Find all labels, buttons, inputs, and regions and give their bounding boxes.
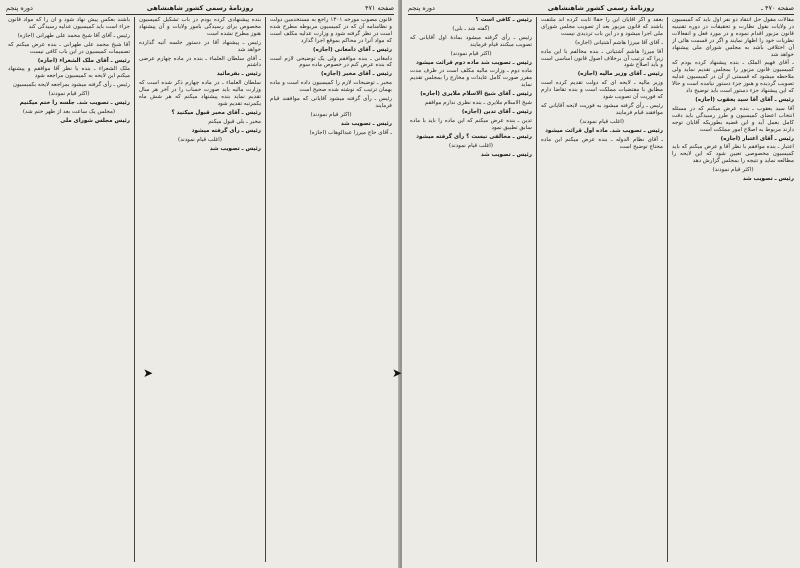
paragraph: شیخ الاسلام ملایری ـ بنده نظری ندارم موافقم: [424, 100, 532, 107]
paragraph: رئیس ـ آقای مخبر (اجازه): [321, 71, 392, 78]
masthead-title: روزنامهٔ رسمی کشور شاهنشاهی: [547, 4, 655, 12]
paragraph: (اکثر قیام نمودند): [310, 111, 352, 118]
paragraph: ـ آقای سلطان العلماء ـ بنده در ماده چهارم عرضی داشتم: [139, 55, 261, 69]
paragraph: ـ آقای فهیم الملک ـ بنده پیشنهاد کرده بودم که کمیسیون قانون مزبور را بمجلس تقدیم نماید ولی ملاحظه میشود که قسمتی از آن در کمیسیون عدلیه تصویب گردیده و هنوز جزء دستور نیامده است و حالا که این پیشنهاد جزء دستور است باید توضیح داد: [672, 60, 794, 95]
paragraph: وزیر مالیه ـ لایحه ای که دولت تقدیم کرده است مطابق با مقتضیات مملکت است و بنده تقاضا دارم که فوریت آن تصویب شود: [541, 80, 663, 101]
paragraph: (گفته شد ـ بلی): [452, 25, 490, 32]
paragraph: رئیس ـ آقای وزیر مالیه (اجازه): [577, 71, 663, 78]
paragraph: رئیس ـ تصویب شد: [209, 145, 261, 152]
paragraph: دامغانی ـ بنده موافقم ولی یک توضیحی لازم است که بنده عرض کنم در خصوص ماده سوم: [270, 55, 392, 69]
paragraph: رئیس ـ رأی گرفته میشود آقایانی که موافقند قیام فرمایند: [270, 96, 392, 109]
paragraph: رئیس ـ آقای تدین (اجازه): [461, 108, 532, 115]
left-page-column-2: [139, 17, 261, 562]
page-number: صفحه ۴۷۰ ـ: [760, 4, 794, 12]
paragraph: رئیس ـ کافی است ؟: [475, 17, 532, 23]
paragraph: ـ آقای آقا میرزا هاشم آشتیانی (اجازه): [575, 39, 663, 46]
paragraph: رئیس ـ پیشنهاد آقا در دستور جلسه آتیه گذارده خواهد شد: [139, 39, 261, 53]
paragraph: (اکثر قیام نمودند): [712, 167, 754, 174]
right-page-header: [408, 2, 794, 15]
paragraph: رئیس ـ آقای آقا سید یعقوب (اجازه): [695, 96, 794, 103]
paragraph: بنده پیشنهادی کرده بودم در باب تشکیل کمیسیون مخصوص برای رسیدگی بامور ولایات و آن پیشنهاد هنوز مطرح نشده است: [139, 17, 261, 37]
paragraph: بعقد و اگر آقایان این را حقاًاً ثابت کرده اند ملتفت باشند که قانون مزبور بعد از تصویب مجلس شورای ملی اجرا میشود و در این باب تردیدی نیست: [541, 17, 663, 37]
right-page-column-1: [672, 17, 794, 562]
paragraph: آقا میرزا هاشم آشتیانی ـ بنده مخالفم با این ماده زیرا که ترتیب آن برخلاف اصول قانون اساسی است و باید اصلاح شود: [541, 48, 663, 69]
paragraph: (اکثر قیام نمودند): [48, 91, 90, 98]
margin-arrow-icon: ➤: [392, 366, 403, 380]
paragraph: ملک الشعراء ـ بنده با نظر آقا موافقم و پیشنهاد میکنم این لایحه به کمیسیون مراجعه شود: [8, 66, 130, 80]
paragraph: آقا سید یعقوب ـ بنده عرض میکنم که در مسئله انتخاب اعضای کمیسیون و طرز رسیدگی باید دقت کامل بعمل آید و این قضیه بطوریکه آقایان توجه دارند مربوط به اصلاح امور مملکت است: [672, 105, 794, 133]
paragraph: (مجلس یک ساعت بعد از ظهر ختم شد): [22, 108, 116, 115]
paragraph: ـ آقای حاج میرزا عبدالوهاب (اجازه): [309, 129, 392, 136]
paragraph: سلطان العلماء ـ در ماده چهارم ذکر شده است که وزارت مالیه باید صورت حساب را در آخر هر سال تقدیم نماید بنده پیشنهاد میکنم که هر شش ماه یکمرتبه تقدیم شود: [139, 80, 261, 107]
paragraph: (اغلب قیام نمودند): [449, 142, 493, 149]
right-page-column-2: [541, 17, 663, 562]
paragraph: آقا شیخ محمد علی طهرانی ـ بنده عرض میکنم که تصمیمات کمیسیون در این باب کافی نیست: [8, 41, 130, 55]
session-period: دوره پنجم: [6, 4, 33, 12]
paragraph: مخبر ـ توضیحات لازم را کمیسیون داده است و ماده بهمان ترتیب که نوشته شده صحیح است: [270, 80, 392, 94]
masthead-title: روزنامهٔ رسمی کشور شاهنشاهی: [146, 4, 254, 12]
paragraph: رئیس ـ مخالفی نیست ؟ رأی گرفته میشود: [416, 133, 532, 140]
paragraph: (اکثر قیام نمودند): [450, 50, 492, 57]
paragraph: رئیس ـ تصویب شد: [480, 151, 532, 158]
paragraph: رئیس ـ بفرمائید: [216, 71, 261, 78]
paragraph: رئیس ـ تصویب شد: [340, 120, 392, 127]
paragraph: رئیس ـ آقای ملک الشعراء (اجازه): [37, 57, 130, 64]
page-number: صفحه ۴۷۱: [364, 4, 394, 12]
paragraph: مخبر ـ بلی قبول میکنم: [208, 118, 261, 125]
paragraph: رئیس ـ رأی گرفته میشود بمراجعه لایحه بکمیسیون: [12, 82, 130, 89]
paragraph: (اغلب قیام نمودند): [580, 118, 624, 125]
paragraph: اعتبار ـ بنده موافقم با نظر آقا و عرض میکنم که باید کمیسیون مخصوصی تعیین شود که این لایحه را مطالعه نماید و نتیجه را بمجلس گزارش دهد: [672, 144, 794, 165]
paragraph: رئیس ـ تصویب شد. جلسه را ختم میکنیم: [19, 100, 130, 107]
right-page-column-3: [410, 17, 532, 562]
column-rule: [134, 17, 135, 562]
column-rule: [536, 17, 537, 562]
margin-arrow-icon: ➤: [143, 366, 154, 380]
paragraph: رئیس ـ رأی گرفته میشود: [191, 127, 261, 134]
paragraph: رئیس ـ تصویب شد. ماده اول قرائت میشود: [545, 127, 663, 134]
paragraph: قانون مصوب مورخه ۱۳۰۱ راجع به مستخدمین دولت و نظامنامه آن که در کمیسیون مربوطه مطرح شده است در نظر گرفته شود و وزارت عدلیه مکلف است که مواد آنرا در محاکم بموقع اجرا گذارد: [270, 17, 392, 44]
paragraph: باشند بعکس پیش نهاد شود و آن را که مواد قانون جزاء است باید کمیسیون عدلیه رسیدگی کند: [8, 17, 130, 30]
paragraph: رئیس ـ رأی گرفته میشود به فوریت لایحه آقایانی که موافقند قیام فرمایند: [541, 102, 663, 116]
paragraph: رئیس ـ تصویب شد ماده دوم قرائت میشود: [415, 59, 532, 66]
paragraph: (اغلب قیام نمودند): [178, 136, 222, 143]
paragraph: رئیس ـ آقای دامغانی (اجازه): [313, 46, 392, 53]
paragraph: رئیس ـ آقای شیخ الاسلام ملایری (اجازه): [420, 91, 532, 98]
paragraph: رئیس ـ آقای آقا شیخ محمد علی طهرانی (اجازه): [17, 32, 130, 39]
column-rule: [265, 17, 266, 562]
paragraph: ـ آقای نظام الدوله ـ بنده عرض میکنم این ماده محتاج توضیح است: [541, 136, 663, 150]
paragraph: رئیس ـ رأی گرفته میشود بمادهٔ اول آقایانی که تصویب میکنند قیام فرمایند: [410, 34, 532, 48]
paragraph: رئیس ـ تصویب شد: [742, 176, 794, 183]
left-page-header: [6, 2, 394, 15]
right-page: [402, 0, 800, 568]
left-page-column-1: [270, 17, 392, 562]
paragraph: رئیس مجلس شورای ملی: [60, 117, 130, 124]
paragraph: رئیس ـ آقای مخبر قبول میکنید ؟: [171, 109, 261, 116]
left-page-column-3: [8, 17, 130, 562]
paragraph: تدین ـ بنده عرض میکنم که این ماده را باید با ماده سابق تطبیق نمود: [410, 117, 532, 131]
paragraph: ماده دوم ـ وزارت مالیه مکلف است در ظرف مدت مقرر صورت کامل عایدات و مخارج را بمجلس تقدیم نماید: [410, 68, 532, 89]
column-rule: [667, 17, 668, 562]
session-period: دوره پنجم: [408, 4, 435, 12]
paragraph: رئیس ـ آقای اعتبار (اجازه): [720, 135, 794, 142]
paragraph: مقالات مقول حل انتقاد دو نفر اول باید که کمیسیون در ولایات بقول نظارت و تحقیقات در دوره تقنینیه قانون مزبور اقدام نموده و در مورد فعل و انفعالات نظریات خود را اظهار نمایند و اگر در قسمت هائی از آن اختلافی باشد به مجلس شورای ملی پیشنهاد خواهد شد: [672, 17, 794, 58]
